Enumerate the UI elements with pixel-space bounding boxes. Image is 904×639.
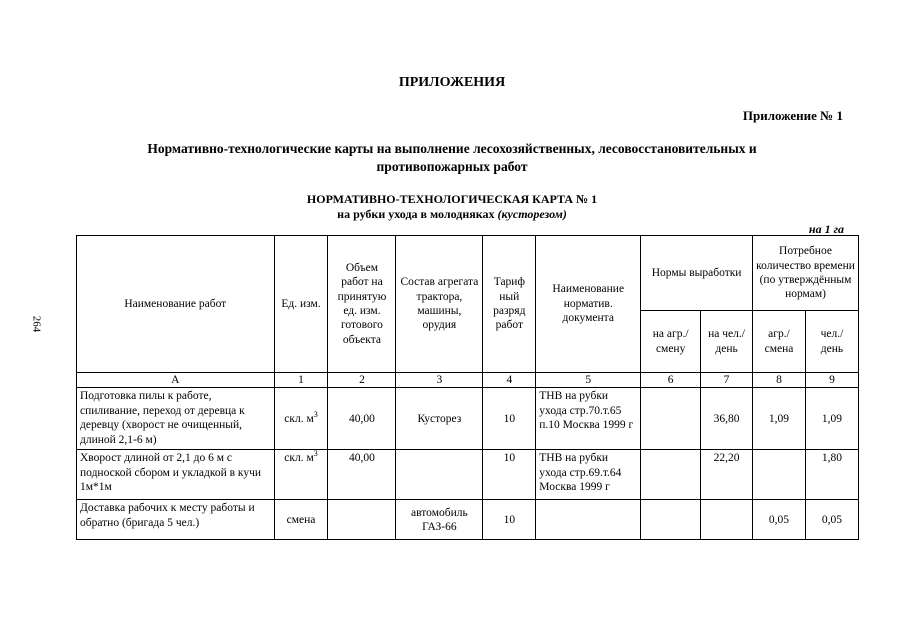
main-title <box>0 140 904 176</box>
column-letters-row <box>77 373 859 388</box>
column-letter: 7 <box>701 373 753 388</box>
person-day-cell: 1,09 <box>805 388 858 450</box>
card-subtitle-main: на рубки ухода в молодняках <box>337 207 498 221</box>
card-title-block <box>0 192 904 222</box>
header-work-name: Наименование работ <box>77 236 275 373</box>
work-cell: Подготовка пилы к работе, спиливание, переход от деревца к деревцу (хворост не очищенный, длиной 2,1-6 м) <box>77 388 275 450</box>
tariff-cell: 10 <box>483 388 536 450</box>
header-per-unit-shift: на агр./ смену <box>641 311 701 373</box>
work-cell: Доставка рабочих к месту работы и обратно (бригада 5 чел.) <box>77 500 275 540</box>
header-unit-shift: агр./ смена <box>753 311 806 373</box>
card-subtitle <box>0 207 904 222</box>
unit-shift-cell: 1,09 <box>753 388 806 450</box>
header-row-1 <box>77 236 859 311</box>
norm-doc-cell: ТНВ на рубки ухода стр.69.т.64 Москва 1999 г <box>536 450 641 500</box>
volume-cell: 40,00 <box>328 450 396 500</box>
header-volume: Объем работ на принятую ед. изм. готового объекта <box>328 236 396 373</box>
header-per-person-day: на чел./ день <box>701 311 753 373</box>
header-person-day: чел./ день <box>805 311 858 373</box>
header-composition: Состав агрегата трактора, машины, орудия <box>396 236 483 373</box>
person-day-cell: 0,05 <box>805 500 858 540</box>
unit-shift-cell <box>753 450 806 500</box>
volume-cell: 40,00 <box>328 388 396 450</box>
tariff-cell: 10 <box>483 450 536 500</box>
per-person-day-cell <box>701 500 753 540</box>
column-letter: 4 <box>483 373 536 388</box>
per-unit-label: на 1 га <box>808 222 844 236</box>
per-person-day-cell: 22,20 <box>701 450 753 500</box>
unit-cell: смена <box>274 500 328 540</box>
header-tariff: Тариф ный разряд работ <box>483 236 536 373</box>
appendices-heading: ПРИЛОЖЕНИЯ <box>398 75 506 90</box>
main-title-line-2: противопожарных работ <box>376 159 528 174</box>
card-title: НОРМАТИВНО-ТЕХНОЛОГИЧЕСКАЯ КАРТА № 1 <box>306 192 598 206</box>
norm-doc-cell: ТНВ на рубки ухода стр.70.т.65 п.10 Москва 1999 г <box>536 388 641 450</box>
header-unit: Ед. изм. <box>274 236 328 373</box>
composition-cell <box>396 450 483 500</box>
table-row <box>77 500 859 540</box>
volume-cell <box>328 500 396 540</box>
unit-shift-cell: 0,05 <box>753 500 806 540</box>
composition-cell: автомобиль ГАЗ-66 <box>396 500 483 540</box>
column-letter: 6 <box>641 373 701 388</box>
per-unit-shift-cell <box>641 388 701 450</box>
header-norm-doc: Наименование норматив. документа <box>536 236 641 373</box>
per-person-day-cell: 36,80 <box>701 388 753 450</box>
person-day-cell: 1,80 <box>805 450 858 500</box>
tariff-cell: 10 <box>483 500 536 540</box>
header-output-norms: Нормы выработки <box>641 236 753 311</box>
column-letter: 3 <box>396 373 483 388</box>
main-title-line-1: Нормативно-технологические карты на выполнение лесохозяйственных, лесовосстановительных и <box>147 141 757 156</box>
column-letter: А <box>77 373 275 388</box>
column-letter: 2 <box>328 373 396 388</box>
per-unit-shift-cell <box>641 450 701 500</box>
norms-table <box>76 235 859 540</box>
column-letter: 1 <box>274 373 328 388</box>
per-unit-shift-cell <box>641 500 701 540</box>
unit-cell: скл. $м^3$ <box>274 388 328 450</box>
card-subtitle-italic: (кусторезом) <box>497 207 567 221</box>
work-cell: Хворост длиной от 2,1 до 6 м с подноской сбором и укладкой в кучи 1м*1м <box>77 450 275 500</box>
unit-cell: скл. $м^3$ <box>274 450 328 500</box>
table-row <box>77 388 859 450</box>
column-letter: 9 <box>805 373 858 388</box>
composition-cell: Кусторез <box>396 388 483 450</box>
appendix-label: Приложение № 1 <box>742 108 843 123</box>
norm-doc-cell <box>536 500 641 540</box>
table-row <box>77 450 859 500</box>
column-letter: 5 <box>536 373 641 388</box>
header-time-needed: Потребное количество времени (по утверждённым нормам) <box>753 236 859 311</box>
column-letter: 8 <box>753 373 806 388</box>
page-number: 264 <box>30 315 43 333</box>
